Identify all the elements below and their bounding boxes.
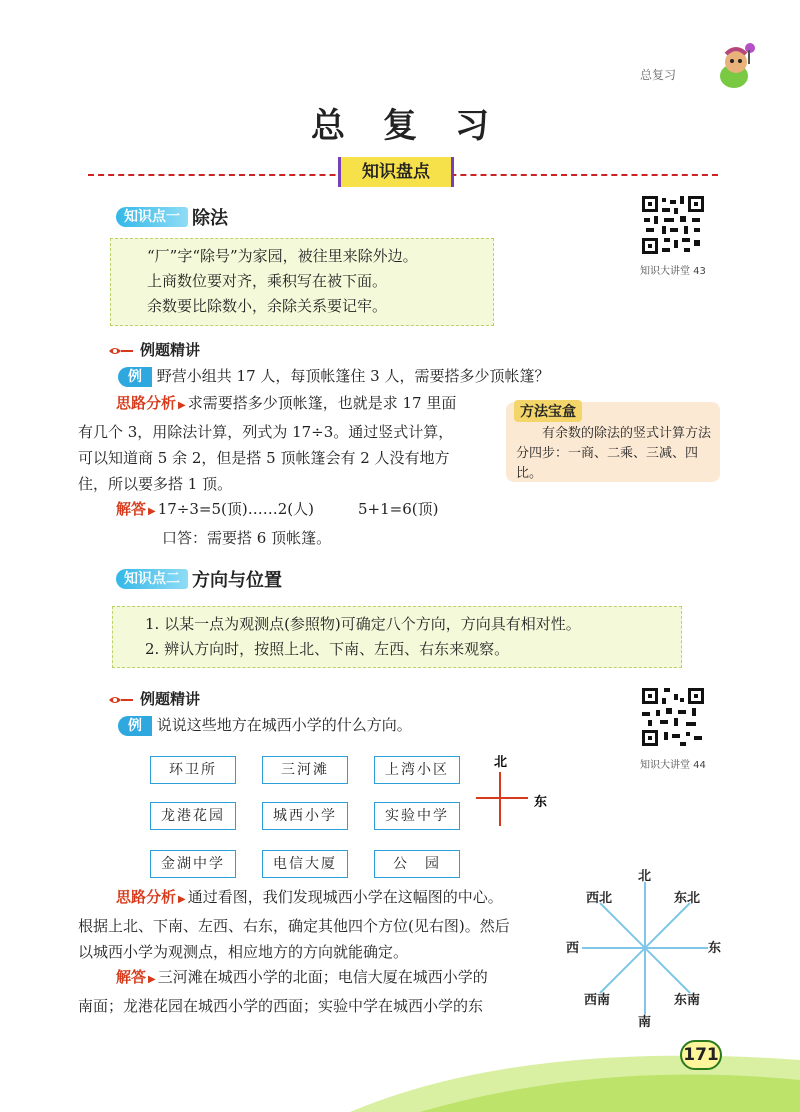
answer-expression: 17÷3=5(顶)……2(人) — [157, 500, 314, 518]
knowledge-point-1-heading — [116, 204, 228, 229]
compass-southeast: 东南 — [674, 993, 701, 1008]
compass-south: 南 — [638, 1015, 652, 1030]
example-1-answer — [116, 496, 516, 551]
eye-icon — [108, 345, 134, 357]
rule-line: 2. 辨认方向时，按照上北、下南、左西、右东来观察。 — [145, 640, 510, 658]
answer-label: 解答 — [116, 968, 147, 986]
analysis-label: 思路分析 — [116, 394, 177, 412]
question-text: 野营小组共 17 人，每顶帐篷住 3 人，需要搭多少顶帐篷？ — [156, 367, 550, 385]
example-2-question — [118, 712, 412, 738]
mini-compass — [470, 752, 560, 832]
page-number: 171 — [680, 1040, 722, 1070]
compass-northeast: 东北 — [674, 891, 701, 906]
question-text: 说说这些地方在城西小学的什么方向。 — [156, 716, 412, 734]
place-box: 三河滩 — [262, 756, 348, 784]
place-box: 城西小学 — [262, 802, 348, 830]
example-subhead-label: 例题精讲 — [140, 341, 201, 359]
analysis-line: 住，所以要多搭 1 顶。 — [78, 475, 233, 493]
method-tip-box — [506, 402, 720, 482]
analysis-line: 求需要搭多少顶帐篷，也就是求 17 里面 — [187, 394, 457, 412]
qr-code-icon — [640, 686, 706, 748]
analysis-line: 以城西小学为观测点，相应地方的方向就能确定。 — [78, 943, 409, 961]
place-box: 龙港花园 — [150, 802, 236, 830]
answer-label: 解答 — [116, 500, 147, 518]
example-1-analysis — [78, 390, 498, 497]
compass-northwest: 西北 — [586, 891, 613, 906]
knowledge-point-title: 除法 — [192, 208, 228, 229]
rule-line: 1. 以某一点为观测点(参照物)可确定八个方向，方向具有相对性。 — [145, 615, 581, 633]
eight-direction-compass — [560, 864, 730, 1034]
answer-line: 三河滩在城西小学的北面；电信大厦在城西小学的 — [157, 968, 488, 986]
triangle-icon: ▶ — [148, 974, 156, 985]
analysis-line: 有几个 3，用除法计算，列式为 17÷3。通过竖式计算， — [78, 423, 454, 441]
tip-title: 方法宝盒 — [514, 400, 582, 422]
mnemonic-box — [110, 238, 494, 326]
example-tag: 例 — [118, 367, 152, 387]
running-header: 总复习 — [640, 68, 677, 82]
place-box: 金湖中学 — [150, 850, 236, 878]
place-box: 公 园 — [374, 850, 460, 878]
direction-rules-box — [112, 606, 682, 668]
analysis-label: 思路分析 — [116, 888, 177, 906]
analysis-line: 可以知道商 5 余 2，但是搭 5 顶帐篷会有 2 人没有地方 — [78, 449, 450, 467]
triangle-icon: ▶ — [178, 894, 186, 905]
answer-expression: 5+1=6(顶) — [357, 500, 439, 518]
knowledge-point-tag: 知识点一 — [116, 207, 188, 227]
example-1-question — [118, 363, 550, 389]
qr-caption: 知识大讲堂 44 — [640, 760, 706, 771]
example-subhead — [108, 688, 200, 709]
analysis-line: 根据上北、下南、左西、右东，确定其他四个方位(见右图)。然后 — [78, 917, 510, 935]
analysis-line: 通过看图，我们发现城西小学在这幅图的中心。 — [187, 888, 503, 906]
bottom-wave-decoration — [0, 1030, 800, 1112]
example-subhead — [108, 339, 200, 360]
section-banner-label: 知识盘点 — [338, 157, 454, 187]
mnemonic-line: “厂”字“除号”为家园，被往里来除外边。 — [147, 247, 418, 265]
place-box: 实验中学 — [374, 802, 460, 830]
eye-icon — [108, 694, 134, 706]
compass-west: 西 — [566, 941, 580, 956]
place-box: 环卫所 — [150, 756, 236, 784]
example-2-answer — [78, 964, 578, 1019]
knowledge-point-tag: 知识点二 — [116, 569, 188, 589]
qr-caption: 知识大讲堂 43 — [640, 266, 706, 277]
compass-southwest: 西南 — [584, 993, 611, 1008]
tip-text: 有余数的除法的竖式计算方法分四步：一商、二乘、三减、四比。 — [516, 426, 712, 481]
qr-code-icon — [640, 194, 706, 256]
triangle-icon: ▶ — [178, 400, 186, 411]
answer-line: 口答：需要搭 6 顶帐篷。 — [162, 529, 332, 547]
mascot-icon — [716, 40, 758, 88]
triangle-icon: ▶ — [148, 506, 156, 517]
compass-east: 东 — [708, 941, 722, 956]
section-banner — [328, 157, 464, 187]
compass-north: 北 — [638, 869, 652, 884]
mini-compass-north: 北 — [494, 755, 508, 770]
example-tag: 例 — [118, 716, 152, 736]
example-2-analysis — [78, 884, 568, 965]
answer-line: 南面；龙港花园在城西小学的西面；实验中学在城西小学的东 — [78, 997, 484, 1015]
page-title: 总复习 — [311, 106, 527, 146]
mini-compass-east: 东 — [534, 795, 548, 810]
place-box: 电信大厦 — [262, 850, 348, 878]
knowledge-point-title: 方向与位置 — [192, 570, 282, 591]
mnemonic-line: 余数要比除数小，余除关系要记牢。 — [147, 297, 388, 315]
example-subhead-label: 例题精讲 — [140, 690, 201, 708]
knowledge-point-2-heading — [116, 566, 282, 591]
mnemonic-line: 上商数位要对齐，乘积写在被下面。 — [147, 272, 388, 290]
place-box: 上湾小区 — [374, 756, 460, 784]
